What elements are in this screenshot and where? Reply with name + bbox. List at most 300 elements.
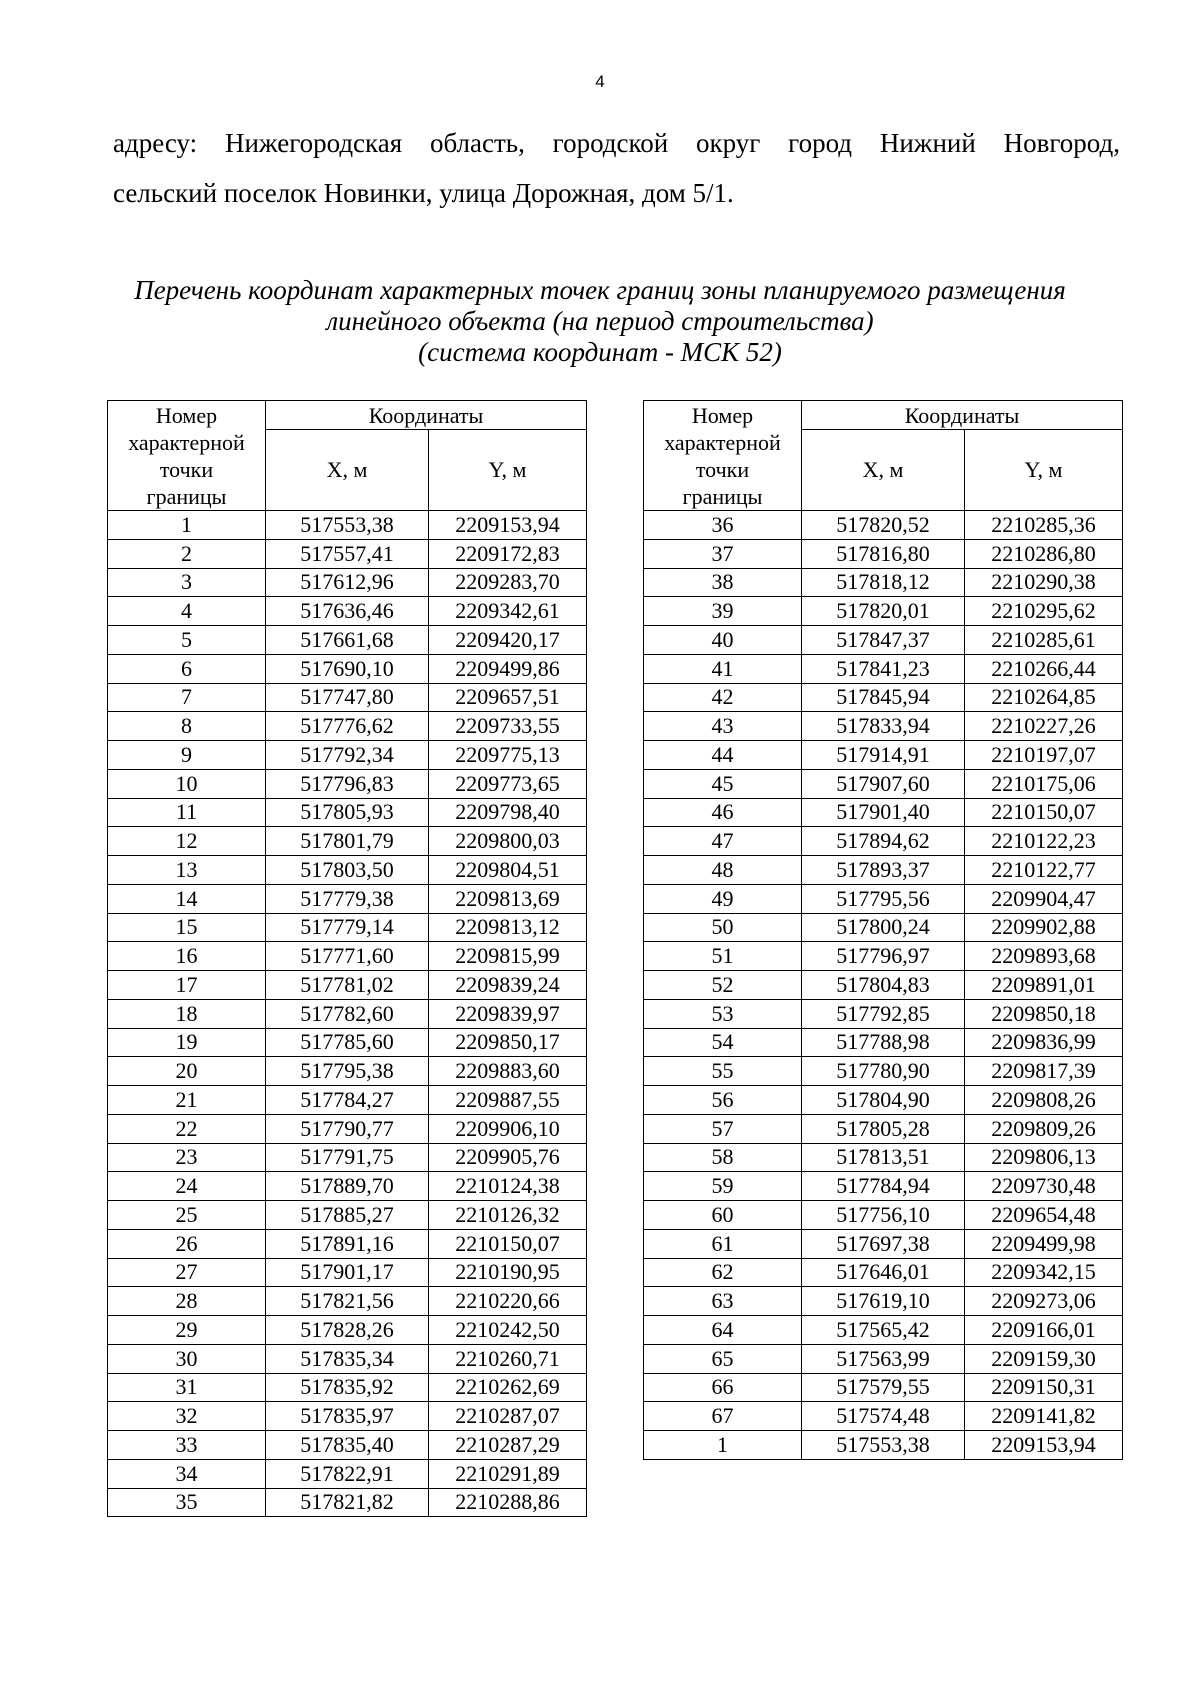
point-number-cell: 9 [108,741,266,770]
x-coordinate-cell: 517847,37 [802,626,965,655]
table-row [108,741,587,770]
x-coordinate-cell: 517557,41 [266,539,429,568]
y-coordinate-cell: 2209883,60 [429,1057,587,1086]
point-number-cell: 55 [644,1057,802,1086]
y-coordinate-cell: 2209342,15 [965,1258,1123,1287]
point-number-cell: 58 [644,1143,802,1172]
y-coordinate-cell: 2210266,44 [965,654,1123,683]
point-number-cell: 27 [108,1258,266,1287]
x-coordinate-cell: 517820,01 [802,597,965,626]
point-number-cell: 35 [108,1488,266,1517]
table-row [108,511,587,540]
table-row [644,1402,1123,1431]
table-row [108,1114,587,1143]
point-number-cell: 6 [108,654,266,683]
y-coordinate-cell: 2209141,82 [965,1402,1123,1431]
x-coordinate-cell: 517791,75 [266,1143,429,1172]
x-coordinate-cell: 517828,26 [266,1316,429,1345]
point-number-cell: 43 [644,712,802,741]
y-coordinate-cell: 2210126,32 [429,1201,587,1230]
point-number-cell: 63 [644,1287,802,1316]
point-number-cell: 8 [108,712,266,741]
point-number-cell: 30 [108,1344,266,1373]
x-coordinate-cell: 517553,38 [802,1431,965,1460]
y-coordinate-cell: 2209159,30 [965,1344,1123,1373]
point-number-cell: 26 [108,1229,266,1258]
y-coordinate-cell: 2209806,13 [965,1143,1123,1172]
point-number-cell: 3 [108,568,266,597]
y-coordinate-cell: 2209499,98 [965,1229,1123,1258]
table-row [108,971,587,1000]
x-coordinate-cell: 517796,83 [266,769,429,798]
point-number-cell: 38 [644,568,802,597]
x-coordinate-cell: 517779,38 [266,884,429,913]
point-number-cell: 19 [108,1028,266,1057]
point-number-cell: 41 [644,654,802,683]
header-point-number-line: границы [682,483,763,509]
point-number-cell: 61 [644,1229,802,1258]
point-number-cell: 13 [108,856,266,885]
y-coordinate-cell: 2209906,10 [429,1114,587,1143]
point-number-cell: 66 [644,1373,802,1402]
table-row [108,769,587,798]
x-coordinate-cell: 517690,10 [266,654,429,683]
x-coordinate-cell: 517795,56 [802,884,965,913]
y-coordinate-cell: 2210197,07 [965,741,1123,770]
x-coordinate-cell: 517821,82 [266,1488,429,1517]
point-number-cell: 11 [108,798,266,827]
point-number-cell: 20 [108,1057,266,1086]
x-coordinate-cell: 517563,99 [802,1344,965,1373]
x-coordinate-cell: 517785,60 [266,1028,429,1057]
table-row [644,1143,1123,1172]
y-coordinate-cell: 2209420,17 [429,626,587,655]
y-coordinate-cell: 2209887,55 [429,1086,587,1115]
table-body-left [108,511,587,1517]
y-coordinate-cell: 2209902,88 [965,913,1123,942]
y-coordinate-cell: 2209798,40 [429,798,587,827]
point-number-cell: 4 [108,597,266,626]
table-row [644,1028,1123,1057]
x-coordinate-cell: 517792,85 [802,999,965,1028]
x-coordinate-cell: 517803,50 [266,856,429,885]
caption-line-2: линейного объекта (на период строительства) [326,306,874,336]
y-coordinate-cell: 2209150,31 [965,1373,1123,1402]
x-coordinate-cell: 517835,40 [266,1431,429,1460]
y-coordinate-cell: 2209817,39 [965,1057,1123,1086]
table-row [108,1344,587,1373]
coordinates-table-right [643,400,1123,1460]
table-row [644,1229,1123,1258]
table-row [644,798,1123,827]
point-number-cell: 46 [644,798,802,827]
y-coordinate-cell: 2209800,03 [429,827,587,856]
y-coordinate-cell: 2210122,77 [965,856,1123,885]
x-coordinate-cell: 517756,10 [802,1201,965,1230]
table-row [108,683,587,712]
y-coordinate-cell: 2209815,99 [429,942,587,971]
coordinates-table-left [107,400,587,1517]
y-coordinate-cell: 2210262,69 [429,1373,587,1402]
y-coordinate-cell: 2210295,62 [965,597,1123,626]
y-coordinate-cell: 2210242,50 [429,1316,587,1345]
y-coordinate-cell: 2210286,80 [965,539,1123,568]
table-row [108,1229,587,1258]
table-row [644,539,1123,568]
x-coordinate-cell: 517792,34 [266,741,429,770]
table-row [108,1316,587,1345]
x-coordinate-cell: 517800,24 [802,913,965,942]
point-number-cell: 57 [644,1114,802,1143]
point-number-cell: 1 [108,511,266,540]
x-coordinate-cell: 517747,80 [266,683,429,712]
x-coordinate-cell: 517796,97 [802,942,965,971]
y-coordinate-cell: 2209850,18 [965,999,1123,1028]
table-row [644,884,1123,913]
x-coordinate-cell: 517565,42 [802,1316,965,1345]
table-row [108,1201,587,1230]
table-row [108,1373,587,1402]
point-number-cell: 37 [644,539,802,568]
table-row [108,1172,587,1201]
y-coordinate-cell: 2210150,07 [965,798,1123,827]
x-coordinate-cell: 517907,60 [802,769,965,798]
y-coordinate-cell: 2209773,65 [429,769,587,798]
header-point-number-line: Номер [691,402,754,428]
point-number-cell: 17 [108,971,266,1000]
table-row [108,913,587,942]
table-row [108,654,587,683]
x-coordinate-cell: 517646,01 [802,1258,965,1287]
point-number-cell: 56 [644,1086,802,1115]
y-coordinate-cell: 2209891,01 [965,971,1123,1000]
point-number-cell: 59 [644,1172,802,1201]
x-coordinate-cell: 517901,17 [266,1258,429,1287]
point-number-cell: 33 [108,1431,266,1460]
y-coordinate-cell: 2209905,76 [429,1143,587,1172]
x-coordinate-cell: 517820,52 [802,511,965,540]
point-number-cell: 42 [644,683,802,712]
x-coordinate-cell: 517784,94 [802,1172,965,1201]
y-coordinate-cell: 2210227,26 [965,712,1123,741]
point-number-cell: 10 [108,769,266,798]
x-coordinate-cell: 517845,94 [802,683,965,712]
x-coordinate-cell: 517818,12 [802,568,965,597]
y-coordinate-cell: 2209730,48 [965,1172,1123,1201]
table-row [108,1028,587,1057]
point-number-cell: 40 [644,626,802,655]
table-row [108,1057,587,1086]
x-coordinate-cell: 517784,27 [266,1086,429,1115]
point-number-cell: 18 [108,999,266,1028]
table-row [108,1287,587,1316]
table-row [644,769,1123,798]
x-coordinate-cell: 517782,60 [266,999,429,1028]
point-number-cell: 39 [644,597,802,626]
point-number-cell: 67 [644,1402,802,1431]
x-coordinate-cell: 517813,51 [802,1143,965,1172]
x-coordinate-cell: 517885,27 [266,1201,429,1230]
table-row [108,626,587,655]
x-coordinate-cell: 517805,28 [802,1114,965,1143]
point-number-cell: 14 [108,884,266,913]
table-row [108,1402,587,1431]
table-caption [0,275,1200,368]
x-coordinate-cell: 517816,80 [802,539,965,568]
table-row [108,539,587,568]
x-coordinate-cell: 517790,77 [266,1114,429,1143]
header-point-number [644,401,802,511]
header-x: X, м [266,430,429,511]
table-row [644,1201,1123,1230]
y-coordinate-cell: 2210264,85 [965,683,1123,712]
y-coordinate-cell: 2209809,26 [965,1114,1123,1143]
intro-line-1: адресу: Нижегородская область, городской округ город Нижний Новгород, [113,128,1120,158]
y-coordinate-cell: 2209836,99 [965,1028,1123,1057]
table-row [108,942,587,971]
point-number-cell: 32 [108,1402,266,1431]
table-row [644,1258,1123,1287]
point-number-cell: 48 [644,856,802,885]
table-row [644,683,1123,712]
y-coordinate-cell: 2209775,13 [429,741,587,770]
y-coordinate-cell: 2210220,66 [429,1287,587,1316]
table-row [644,913,1123,942]
y-coordinate-cell: 2209804,51 [429,856,587,885]
table-row [644,1373,1123,1402]
intro-paragraph [113,118,1120,218]
point-number-cell: 44 [644,741,802,770]
y-coordinate-cell: 2209808,26 [965,1086,1123,1115]
caption-line-1: Перечень координат характерных точек границ зоны планируемого размещения [134,275,1066,305]
x-coordinate-cell: 517697,38 [802,1229,965,1258]
y-coordinate-cell: 2209499,86 [429,654,587,683]
point-number-cell: 50 [644,913,802,942]
point-number-cell: 12 [108,827,266,856]
x-coordinate-cell: 517661,68 [266,626,429,655]
y-coordinate-cell: 2209813,12 [429,913,587,942]
table-row [108,597,587,626]
x-coordinate-cell: 517795,38 [266,1057,429,1086]
table-row [108,827,587,856]
point-number-cell: 25 [108,1201,266,1230]
y-coordinate-cell: 2209273,06 [965,1287,1123,1316]
table-row [108,712,587,741]
header-x: X, м [802,430,965,511]
point-number-cell: 60 [644,1201,802,1230]
x-coordinate-cell: 517574,48 [802,1402,965,1431]
table-row [644,741,1123,770]
table-row [644,1287,1123,1316]
point-number-cell: 51 [644,942,802,971]
point-number-cell: 28 [108,1287,266,1316]
x-coordinate-cell: 517835,97 [266,1402,429,1431]
point-number-cell: 45 [644,769,802,798]
y-coordinate-cell: 2209850,17 [429,1028,587,1057]
y-coordinate-cell: 2210124,38 [429,1172,587,1201]
table-row [644,1431,1123,1460]
table-row [644,971,1123,1000]
y-coordinate-cell: 2209654,48 [965,1201,1123,1230]
table-row [644,1057,1123,1086]
table-row [108,1258,587,1287]
table-row [108,1459,587,1488]
x-coordinate-cell: 517889,70 [266,1172,429,1201]
point-number-cell: 23 [108,1143,266,1172]
table-row [108,999,587,1028]
table-row [644,1172,1123,1201]
x-coordinate-cell: 517553,38 [266,511,429,540]
x-coordinate-cell: 517821,56 [266,1287,429,1316]
table-row [644,568,1123,597]
x-coordinate-cell: 517841,23 [802,654,965,683]
y-coordinate-cell: 2210122,23 [965,827,1123,856]
x-coordinate-cell: 517805,93 [266,798,429,827]
table-row [644,511,1123,540]
y-coordinate-cell: 2210150,07 [429,1229,587,1258]
y-coordinate-cell: 2210291,89 [429,1459,587,1488]
point-number-cell: 31 [108,1373,266,1402]
point-number-cell: 65 [644,1344,802,1373]
table-body-right [644,511,1123,1460]
x-coordinate-cell: 517579,55 [802,1373,965,1402]
x-coordinate-cell: 517835,92 [266,1373,429,1402]
x-coordinate-cell: 517771,60 [266,942,429,971]
table-row [644,654,1123,683]
table-row [108,798,587,827]
x-coordinate-cell: 517636,46 [266,597,429,626]
point-number-cell: 1 [644,1431,802,1460]
table-row [108,884,587,913]
table-row [644,626,1123,655]
header-point-number-line: характерной [128,429,245,455]
y-coordinate-cell: 2210288,86 [429,1488,587,1517]
point-number-cell: 47 [644,827,802,856]
point-number-cell: 52 [644,971,802,1000]
y-coordinate-cell: 2209153,94 [429,511,587,540]
table-row [644,856,1123,885]
table-row [644,942,1123,971]
header-point-number-line: точки [695,456,750,482]
page-number: 4 [595,72,605,91]
y-coordinate-cell: 2209172,83 [429,539,587,568]
table-row [644,1316,1123,1345]
y-coordinate-cell: 2209813,69 [429,884,587,913]
x-coordinate-cell: 517612,96 [266,568,429,597]
x-coordinate-cell: 517801,79 [266,827,429,856]
point-number-cell: 62 [644,1258,802,1287]
point-number-cell: 16 [108,942,266,971]
table-row [644,712,1123,741]
point-number-cell: 54 [644,1028,802,1057]
x-coordinate-cell: 517893,37 [802,856,965,885]
y-coordinate-cell: 2209839,24 [429,971,587,1000]
x-coordinate-cell: 517833,94 [802,712,965,741]
point-number-cell: 5 [108,626,266,655]
header-point-number-line: характерной [664,429,781,455]
y-coordinate-cell: 2210260,71 [429,1344,587,1373]
header-point-number-line: точки [159,456,214,482]
x-coordinate-cell: 517804,90 [802,1086,965,1115]
x-coordinate-cell: 517901,40 [802,798,965,827]
x-coordinate-cell: 517776,62 [266,712,429,741]
y-coordinate-cell: 2209839,97 [429,999,587,1028]
y-coordinate-cell: 2209153,94 [965,1431,1123,1460]
y-coordinate-cell: 2209342,61 [429,597,587,626]
point-number-cell: 22 [108,1114,266,1143]
table-row [108,1488,587,1517]
table-row [108,1086,587,1115]
point-number-cell: 24 [108,1172,266,1201]
y-coordinate-cell: 2209657,51 [429,683,587,712]
table-row [644,1114,1123,1143]
x-coordinate-cell: 517835,34 [266,1344,429,1373]
header-point-number-line: Номер [155,402,218,428]
table-row [644,1086,1123,1115]
y-coordinate-cell: 2209283,70 [429,568,587,597]
x-coordinate-cell: 517779,14 [266,913,429,942]
intro-line-2: сельский поселок Новинки, улица Дорожная, дом 5/1. [113,178,734,208]
y-coordinate-cell: 2210290,38 [965,568,1123,597]
point-number-cell: 21 [108,1086,266,1115]
header-coordinates: Координаты [266,401,587,430]
point-number-cell: 64 [644,1316,802,1345]
x-coordinate-cell: 517822,91 [266,1459,429,1488]
table-row [644,597,1123,626]
point-number-cell: 7 [108,683,266,712]
table-row [644,999,1123,1028]
header-y: Y, м [965,430,1123,511]
x-coordinate-cell: 517914,91 [802,741,965,770]
header-coordinates: Координаты [802,401,1123,430]
point-number-cell: 34 [108,1459,266,1488]
x-coordinate-cell: 517891,16 [266,1229,429,1258]
table-row [644,1344,1123,1373]
table-row [108,856,587,885]
y-coordinate-cell: 2209733,55 [429,712,587,741]
point-number-cell: 53 [644,999,802,1028]
y-coordinate-cell: 2210285,61 [965,626,1123,655]
table-row [108,568,587,597]
point-number-cell: 36 [644,511,802,540]
table-row [108,1431,587,1460]
header-point-number-line: границы [146,483,227,509]
caption-line-3: (система координат - МСК 52) [418,337,782,367]
y-coordinate-cell: 2210287,29 [429,1431,587,1460]
y-coordinate-cell: 2209893,68 [965,942,1123,971]
table-row [644,827,1123,856]
point-number-cell: 49 [644,884,802,913]
x-coordinate-cell: 517619,10 [802,1287,965,1316]
x-coordinate-cell: 517788,98 [802,1028,965,1057]
x-coordinate-cell: 517804,83 [802,971,965,1000]
y-coordinate-cell: 2209904,47 [965,884,1123,913]
y-coordinate-cell: 2210287,07 [429,1402,587,1431]
x-coordinate-cell: 517894,62 [802,827,965,856]
point-number-cell: 15 [108,913,266,942]
x-coordinate-cell: 517781,02 [266,971,429,1000]
y-coordinate-cell: 2210190,95 [429,1258,587,1287]
point-number-cell: 2 [108,539,266,568]
header-point-number [108,401,266,511]
point-number-cell: 29 [108,1316,266,1345]
x-coordinate-cell: 517780,90 [802,1057,965,1086]
header-y: Y, м [429,430,587,511]
y-coordinate-cell: 2210175,06 [965,769,1123,798]
table-row [108,1143,587,1172]
y-coordinate-cell: 2209166,01 [965,1316,1123,1345]
y-coordinate-cell: 2210285,36 [965,511,1123,540]
